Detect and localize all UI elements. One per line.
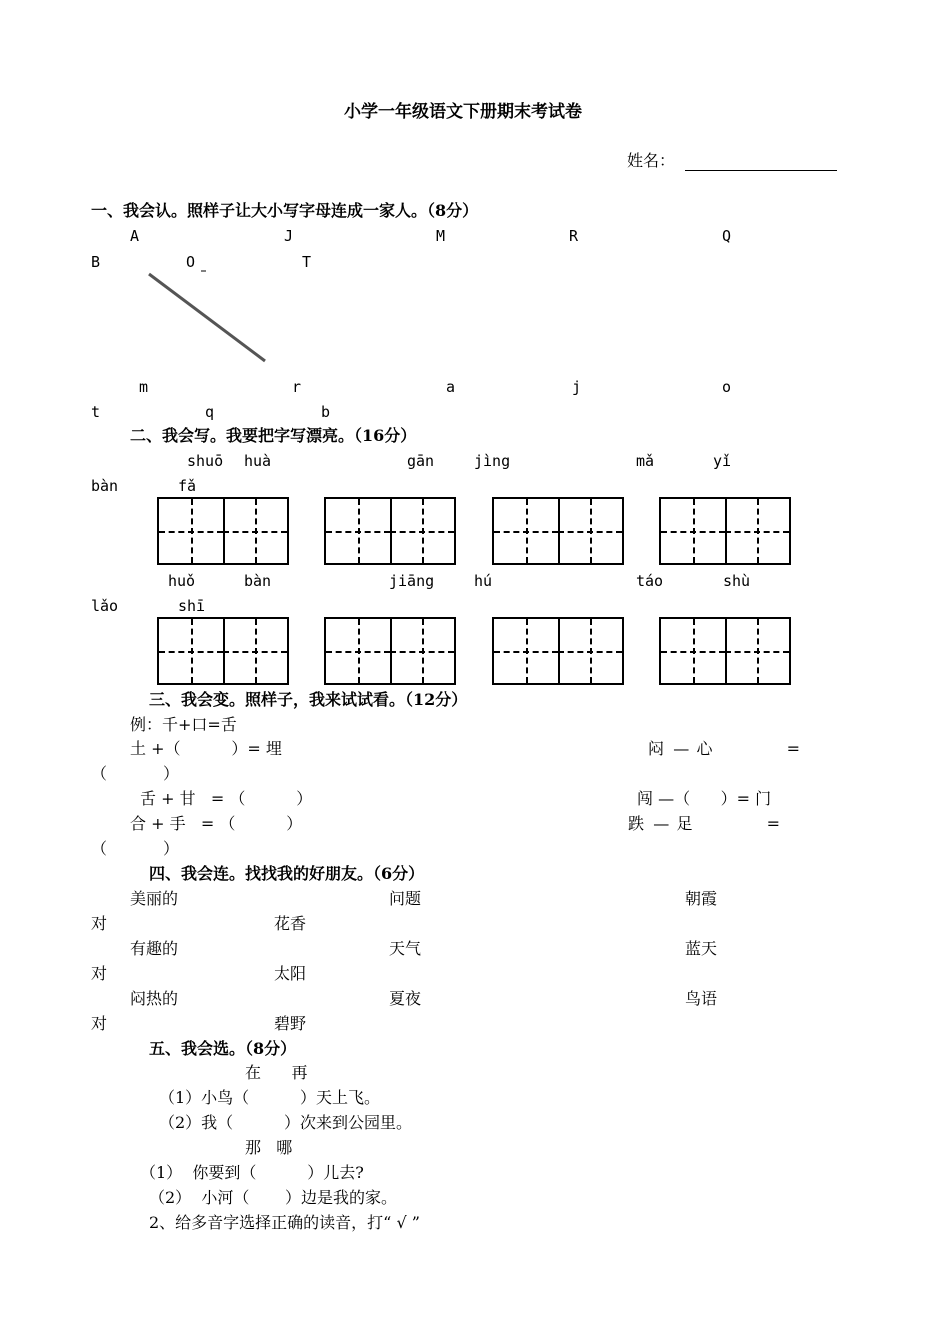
lower-letter[interactable]: j	[572, 378, 582, 396]
pinyin: jìng	[474, 452, 511, 470]
upper-letter[interactable]: A	[130, 227, 140, 245]
writing-grid[interactable]	[324, 497, 456, 565]
exercise-line[interactable]: 闯 —（ ）= 门	[637, 789, 772, 808]
writing-grid[interactable]	[157, 497, 289, 565]
pinyin: mǎ	[636, 452, 655, 470]
match-word[interactable]: 碧野	[274, 1014, 307, 1033]
lower-letter[interactable]: o	[722, 378, 732, 396]
match-word[interactable]: 对	[91, 1014, 108, 1033]
lower-letter[interactable]: a	[446, 378, 456, 396]
match-word[interactable]: 对	[91, 914, 108, 933]
match-word[interactable]: 太阳	[274, 964, 307, 983]
lower-letter[interactable]: r	[292, 378, 302, 396]
section4-heading: 四、我会连。找找我的好朋友。（6分）	[149, 864, 425, 883]
writing-grid[interactable]	[492, 617, 624, 685]
pinyin: gān	[407, 452, 435, 470]
choice-options: 那 哪	[245, 1138, 293, 1157]
writing-grid[interactable]	[157, 617, 289, 685]
exercise-line[interactable]: 土 +（ ）= 埋	[130, 739, 282, 758]
exercise-line[interactable]: （ ）	[91, 839, 179, 858]
pinyin: yǐ	[713, 452, 732, 470]
exercise-line[interactable]: 合 + 手 = （ ）	[130, 814, 303, 833]
section2-heading: 二、我会写。我要把字写漂亮。（16分）	[130, 426, 417, 445]
match-word[interactable]: 闷热的	[130, 989, 179, 1008]
name-label: 姓名：	[627, 151, 676, 170]
pinyin: shī	[178, 597, 206, 615]
match-word[interactable]: 蓝天	[685, 939, 718, 958]
fill-question[interactable]: （2） 小河（ ）边是我的家。	[149, 1188, 397, 1207]
pinyin: huà	[244, 452, 272, 470]
section3-heading: 三、我会变。照样子，我来试试看。（12分）	[149, 690, 468, 709]
writing-grid[interactable]	[659, 497, 791, 565]
match-word[interactable]: 夏夜	[389, 989, 422, 1008]
writing-grid[interactable]	[492, 497, 624, 565]
exercise-line[interactable]: 跌 — 足 =	[628, 814, 780, 833]
pinyin: hú	[474, 572, 493, 590]
pinyin: táo	[636, 572, 664, 590]
choice-options: 在 再	[245, 1063, 308, 1082]
pinyin: jiāng	[389, 572, 435, 590]
section5-heading: 五、我会选。（8分）	[149, 1039, 297, 1058]
match-word[interactable]: 朝霞	[685, 889, 718, 908]
example-line: 例：千+口=舌	[130, 715, 237, 734]
pinyin: fǎ	[178, 477, 197, 495]
upper-letter[interactable]: O	[186, 253, 196, 271]
exercise-line[interactable]: 闷 — 心 =	[648, 739, 800, 758]
fill-question[interactable]: （1） 你要到（ ）儿去?	[140, 1163, 364, 1182]
match-word[interactable]: 问题	[389, 889, 422, 908]
pinyin: lǎo	[91, 597, 119, 615]
upper-letter[interactable]: J	[284, 227, 294, 245]
writing-grid[interactable]	[324, 617, 456, 685]
upper-letter[interactable]: M	[436, 227, 446, 245]
match-word[interactable]: 美丽的	[130, 889, 179, 908]
upper-letter[interactable]: R	[569, 227, 579, 245]
pinyin: shù	[723, 572, 751, 590]
page-title: 小学一年级语文下册期末考试卷	[344, 102, 582, 122]
pinyin: bàn	[91, 477, 119, 495]
fill-question[interactable]: （2）我（ ）次来到公园里。	[159, 1113, 413, 1132]
match-word[interactable]: 有趣的	[130, 939, 179, 958]
pinyin: shuō	[187, 452, 224, 470]
pinyin: bàn	[244, 572, 272, 590]
lower-letter[interactable]: m	[139, 378, 149, 396]
match-word[interactable]: 天气	[389, 939, 422, 958]
lower-letter[interactable]: q	[205, 403, 215, 421]
match-word[interactable]: 鸟语	[685, 989, 718, 1008]
pinyin: huǒ	[168, 572, 196, 590]
exercise-line[interactable]: （ ）	[91, 764, 179, 783]
exercise-line[interactable]: 舌 + 甘 = （ ）	[140, 789, 313, 808]
writing-grid[interactable]	[659, 617, 791, 685]
subsection-heading: 2、给多音字选择正确的读音，打“ √ ”	[149, 1213, 420, 1232]
lower-letter[interactable]: t	[91, 403, 101, 421]
fill-question[interactable]: （1）小鸟（ ）天上飞。	[159, 1088, 381, 1107]
upper-letter[interactable]: T	[302, 253, 312, 271]
upper-letter[interactable]: Q	[722, 227, 732, 245]
upper-letter[interactable]: B	[91, 253, 101, 271]
match-word[interactable]: 花香	[274, 914, 307, 933]
match-word[interactable]: 对	[91, 964, 108, 983]
section1-heading: 一、我会认。照样子让大小写字母连成一家人。（8分）	[91, 201, 479, 220]
lower-letter[interactable]: b	[321, 403, 331, 421]
